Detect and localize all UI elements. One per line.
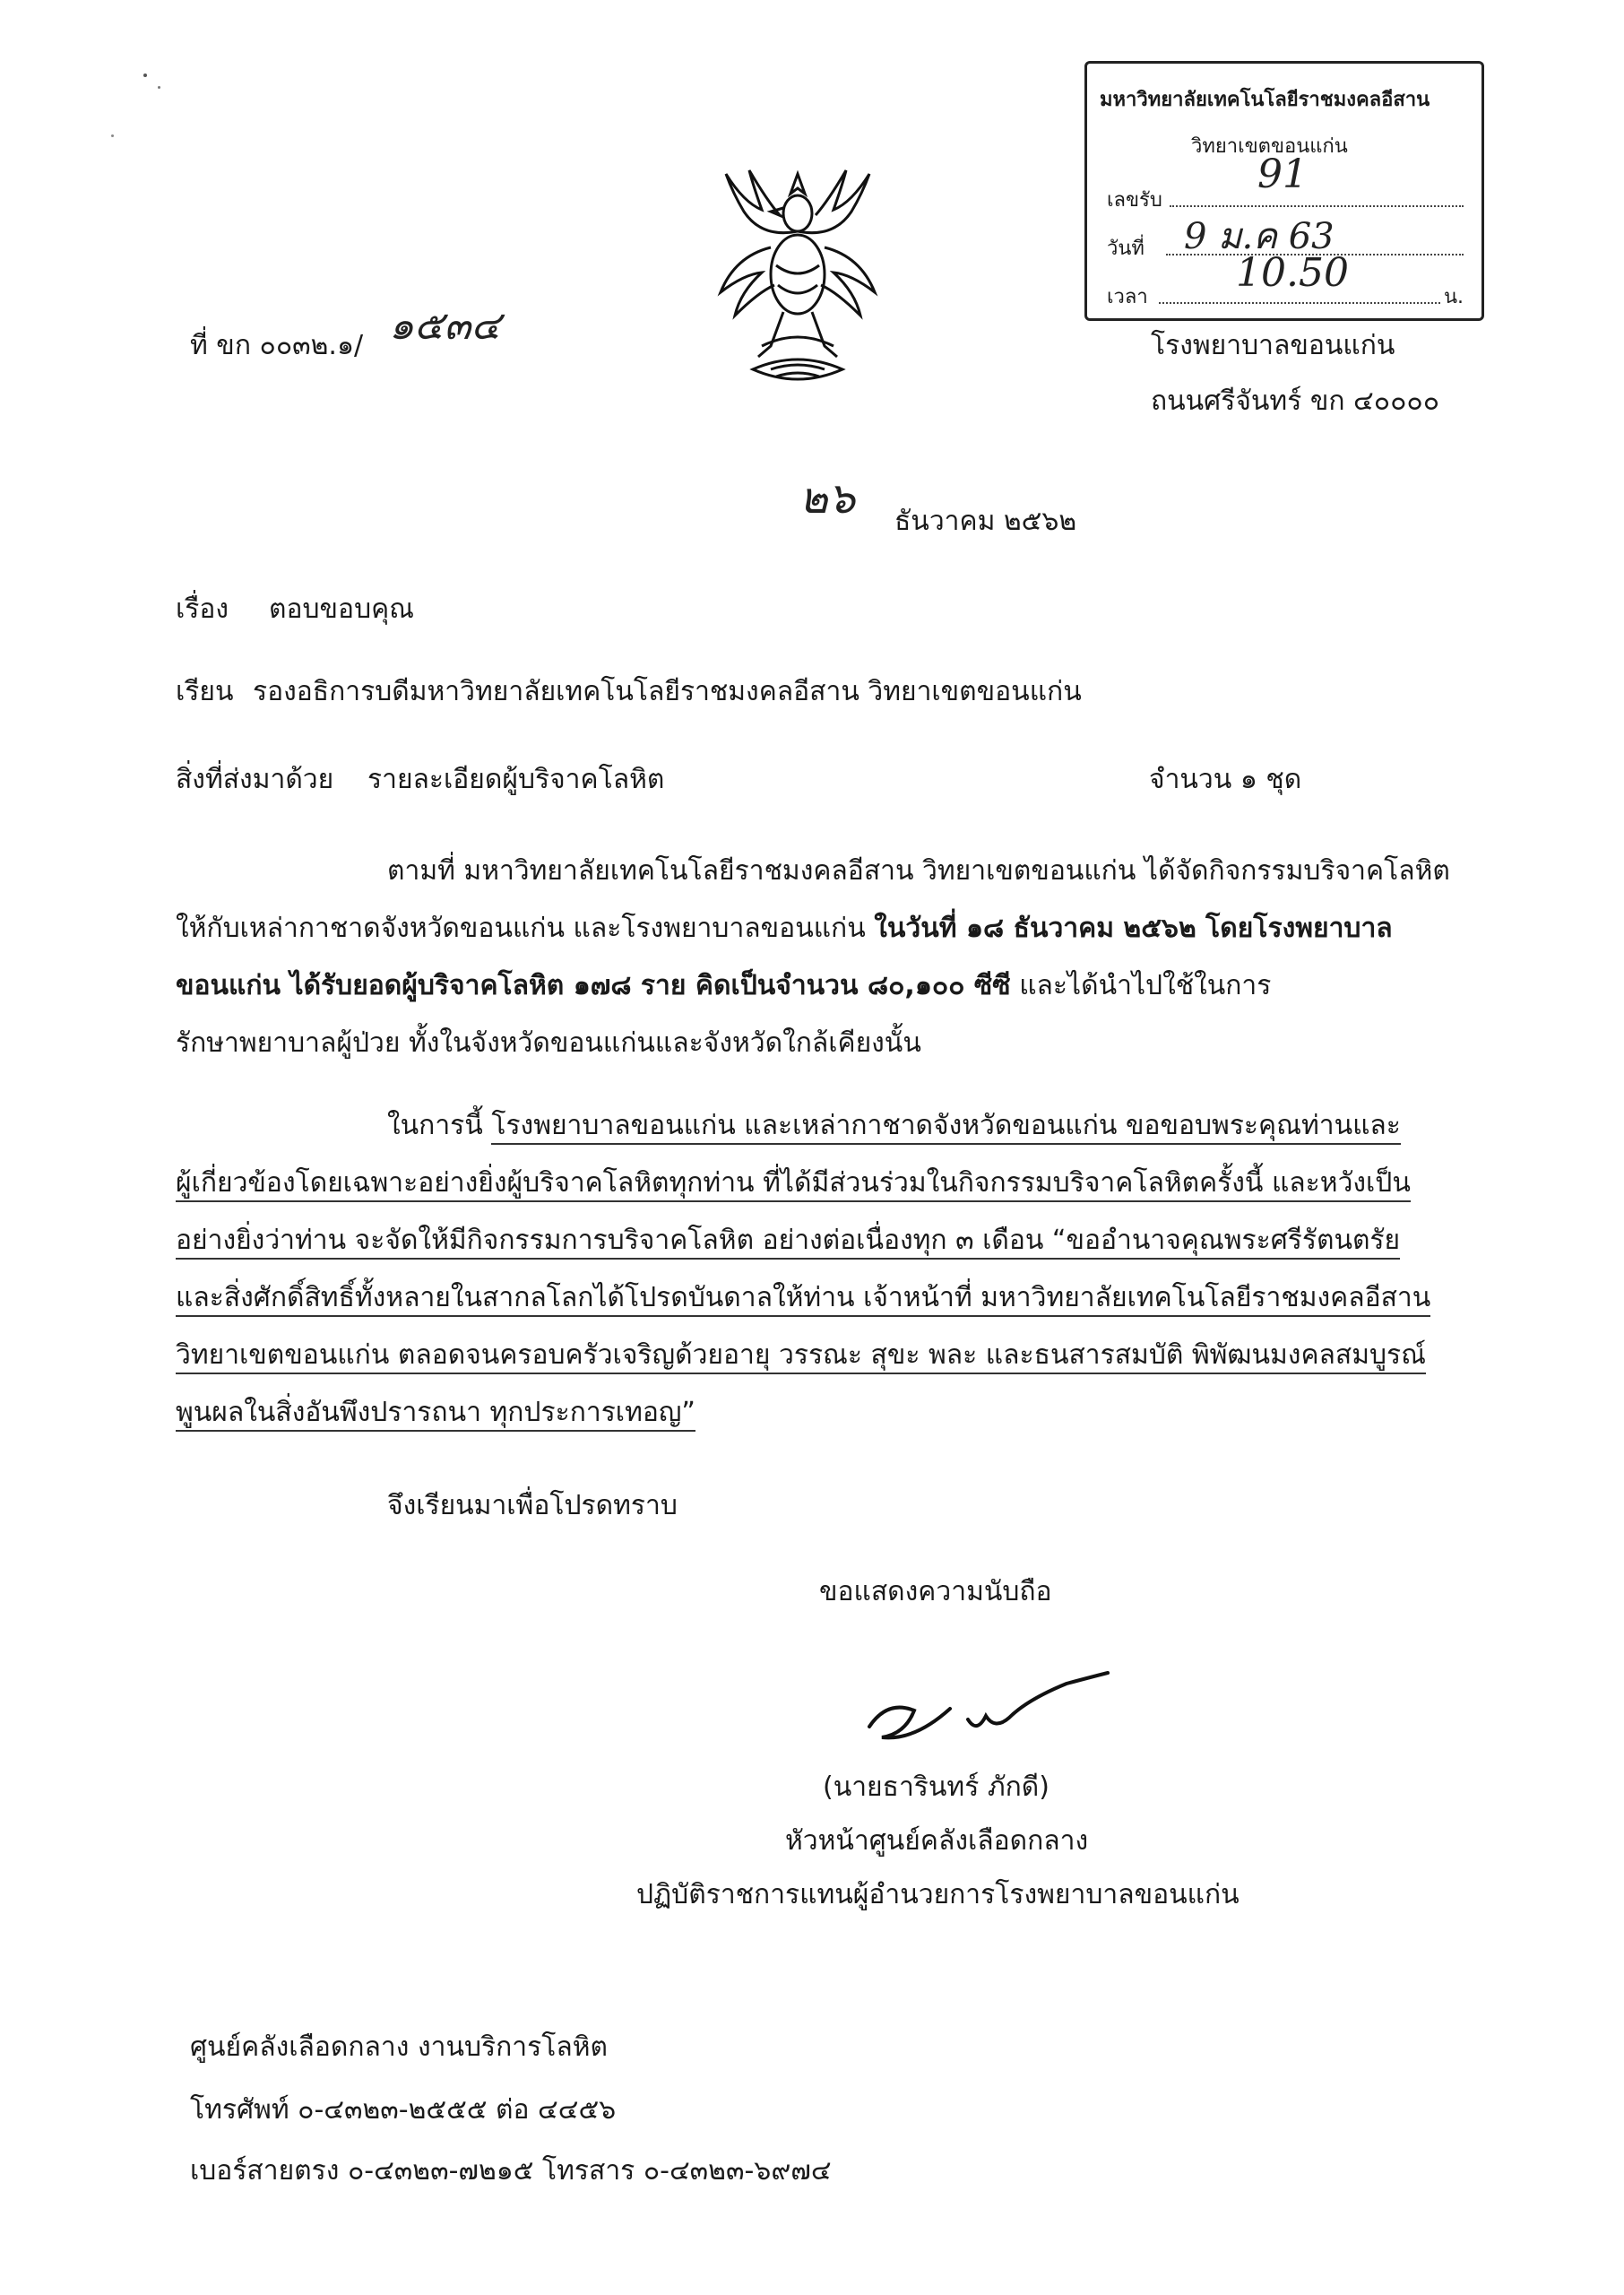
paragraph-2-underlined-text: อย่างยิ่งว่าท่าน จะจัดให้มีกิจกรรมการบริจาคโลหิต อย่างต่อเนื่องทุก ๓ เดือน “ขออำนาจคุณพระศรีรัตนตรัย xyxy=(176,1225,1400,1260)
closing-regards: ขอแสดงความนับถือ xyxy=(819,1576,1052,1607)
paragraph-2-line xyxy=(176,1212,1475,1269)
letter-date-day: ๒๖ xyxy=(799,473,856,524)
footer-direct-fax: เบอร์สายตรง ๐-๔๓๒๓-๗๒๑๕ โทรสาร ๐-๔๓๒๓-๖๙๗๔ xyxy=(190,2155,832,2187)
body-paragraph-1 xyxy=(176,843,1475,1072)
recipient-value: รองอธิการบดีมหาวิทยาลัยเทคโนโลยีราชมงคลอีสาน วิทยาเขตขอนแก่น xyxy=(253,676,1082,707)
stamp-receipt-label: เลขรับ xyxy=(1107,189,1162,212)
handwritten-signature xyxy=(851,1664,1111,1754)
paragraph-2-underlined-text: ผู้เกี่ยวข้องโดยเฉพาะอย่างยิ่งผู้บริจาคโลหิตทุกท่าน ที่ได้มีส่วนร่วมในกิจกรรมบริจาคโลหิตครั้งนี้ และหวังเป็น xyxy=(176,1167,1411,1202)
scan-speck xyxy=(143,74,147,77)
sender-org-name: โรงพยาบาลขอนแก่น xyxy=(1151,330,1395,361)
reference-number: ๑๕๓๔ xyxy=(389,303,501,349)
signatory-position: หัวหน้าศูนย์คลังเลือดกลาง xyxy=(785,1825,1089,1857)
paragraph-2-line xyxy=(176,1327,1475,1384)
paragraph-2-underlined-text: วิทยาเขตขอนแก่น ตลอดจนครอบครัวเจริญด้วยอายุ วรรณะ สุขะ พละ และธนสารสมบัติ พิพัฒนมงคลสมบูรณ์ xyxy=(176,1339,1426,1374)
stamp-date-label: วันที่ xyxy=(1107,238,1145,260)
paragraph-1-text: ให้กับเหล่ากาชาดจังหวัดขอนแก่น และโรงพยาบาลขอนแก่น xyxy=(176,913,875,944)
paragraph-2-line xyxy=(176,1155,1475,1212)
garuda-emblem-icon xyxy=(708,158,887,400)
stamp-time-unit: น. xyxy=(1444,286,1464,308)
receiving-stamp xyxy=(1084,61,1484,321)
stamp-date-value: 9 ม.ค 63 xyxy=(1184,216,1335,257)
signatory-name: (นายธารินทร์ ภักดี) xyxy=(823,1771,1050,1803)
paragraph-1-line xyxy=(176,900,1475,957)
scan-speck xyxy=(158,86,160,89)
paragraph-1-line: รักษาพยาบาลผู้ป่วย ทั้งในจังหวัดขอนแก่นและจังหวัดใกล้เคียงนั้น xyxy=(176,1027,921,1059)
stamp-org: มหาวิทยาลัยเทคโนโลยีราชมงคลอีสาน xyxy=(1100,89,1430,111)
paragraph-2-underlined-text: พูนผลในสิ่งอันพึงปรารถนา ทุกประการเทอญ” xyxy=(176,1397,695,1432)
paragraph-1-bold-text: ขอนแก่น ได้รับยอดผู้บริจาคโลหิต ๑๗๘ ราย คิดเป็นจำนวน ๘๐,๑๐๐ ซีซี xyxy=(176,970,1011,1001)
body-paragraph-2 xyxy=(176,1097,1475,1442)
paragraph-1-line xyxy=(176,957,1475,1015)
sender-address: ถนนศรีจันทร์ ขก ๔๐๐๐๐ xyxy=(1151,385,1440,417)
paragraph-1-bold-text: ในวันที่ ๑๘ ธันวาคม ๒๕๖๒ โดยโรงพยาบาล xyxy=(874,913,1393,944)
paragraph-2-line xyxy=(176,1097,1475,1155)
letter-date: ธันวาคม ๒๕๖๒ xyxy=(894,506,1077,537)
subject-value: ตอบขอบคุณ xyxy=(269,593,415,625)
subject-label: เรื่อง xyxy=(176,593,229,625)
stamp-time-label: เวลา xyxy=(1107,286,1148,308)
paragraph-1-line: ตามที่ มหาวิทยาลัยเทคโนโลยีราชมงคลอีสาน วิทยาเขตขอนแก่น ได้จัดกิจกรรมบริจาคโลหิต xyxy=(387,855,1450,887)
scan-speck xyxy=(111,134,114,137)
stamp-campus: วิทยาเขตขอนแก่น xyxy=(1191,135,1348,158)
stamp-receipt-number: 91 xyxy=(1257,152,1308,197)
footer-department: ศูนย์คลังเลือดกลาง งานบริการโลหิต xyxy=(190,2031,608,2063)
recipient-label: เรียน xyxy=(176,676,234,707)
paragraph-2-underlined-text: และสิ่งศักดิ์สิทธิ์ทั้งหลายในสากลโลกได้โปรดบันดาลให้ท่าน เจ้าหน้าที่ มหาวิทยาลัยเทคโนโลยีราชมงคลอีสาน xyxy=(176,1282,1430,1317)
paragraph-2-text: ในการนี้ xyxy=(387,1110,492,1141)
closing-request: จึงเรียนมาเพื่อโปรดทราบ xyxy=(387,1490,678,1521)
paragraph-1-text: และได้นำไปใช้ในการ xyxy=(1010,970,1272,1001)
paragraph-2-line xyxy=(176,1384,1475,1442)
reference-label: ที่ ขก ๐๐๓๒.๑/ xyxy=(190,330,364,361)
enclosure-quantity: จำนวน ๑ ชุด xyxy=(1149,764,1302,795)
footer-phone: โทรศัพท์ ๐-๔๓๒๓-๒๕๕๕ ต่อ ๔๔๕๖ xyxy=(190,2094,617,2126)
signatory-acting-position: ปฏิบัติราชการแทนผู้อำนวยการโรงพยาบาลขอนแก่น xyxy=(636,1879,1240,1910)
paragraph-2-line xyxy=(176,1269,1475,1327)
enclosure-label: สิ่งที่ส่งมาด้วย xyxy=(176,764,334,795)
enclosure-value: รายละเอียดผู้บริจาคโลหิต xyxy=(367,764,665,795)
paragraph-2-underlined-text: โรงพยาบาลขอนแก่น และเหล่ากาชาดจังหวัดขอนแก่น ขอขอบพระคุณท่านและ xyxy=(491,1110,1401,1145)
stamp-time-value: 10.50 xyxy=(1236,250,1349,296)
stamp-time-dots xyxy=(1159,302,1440,304)
